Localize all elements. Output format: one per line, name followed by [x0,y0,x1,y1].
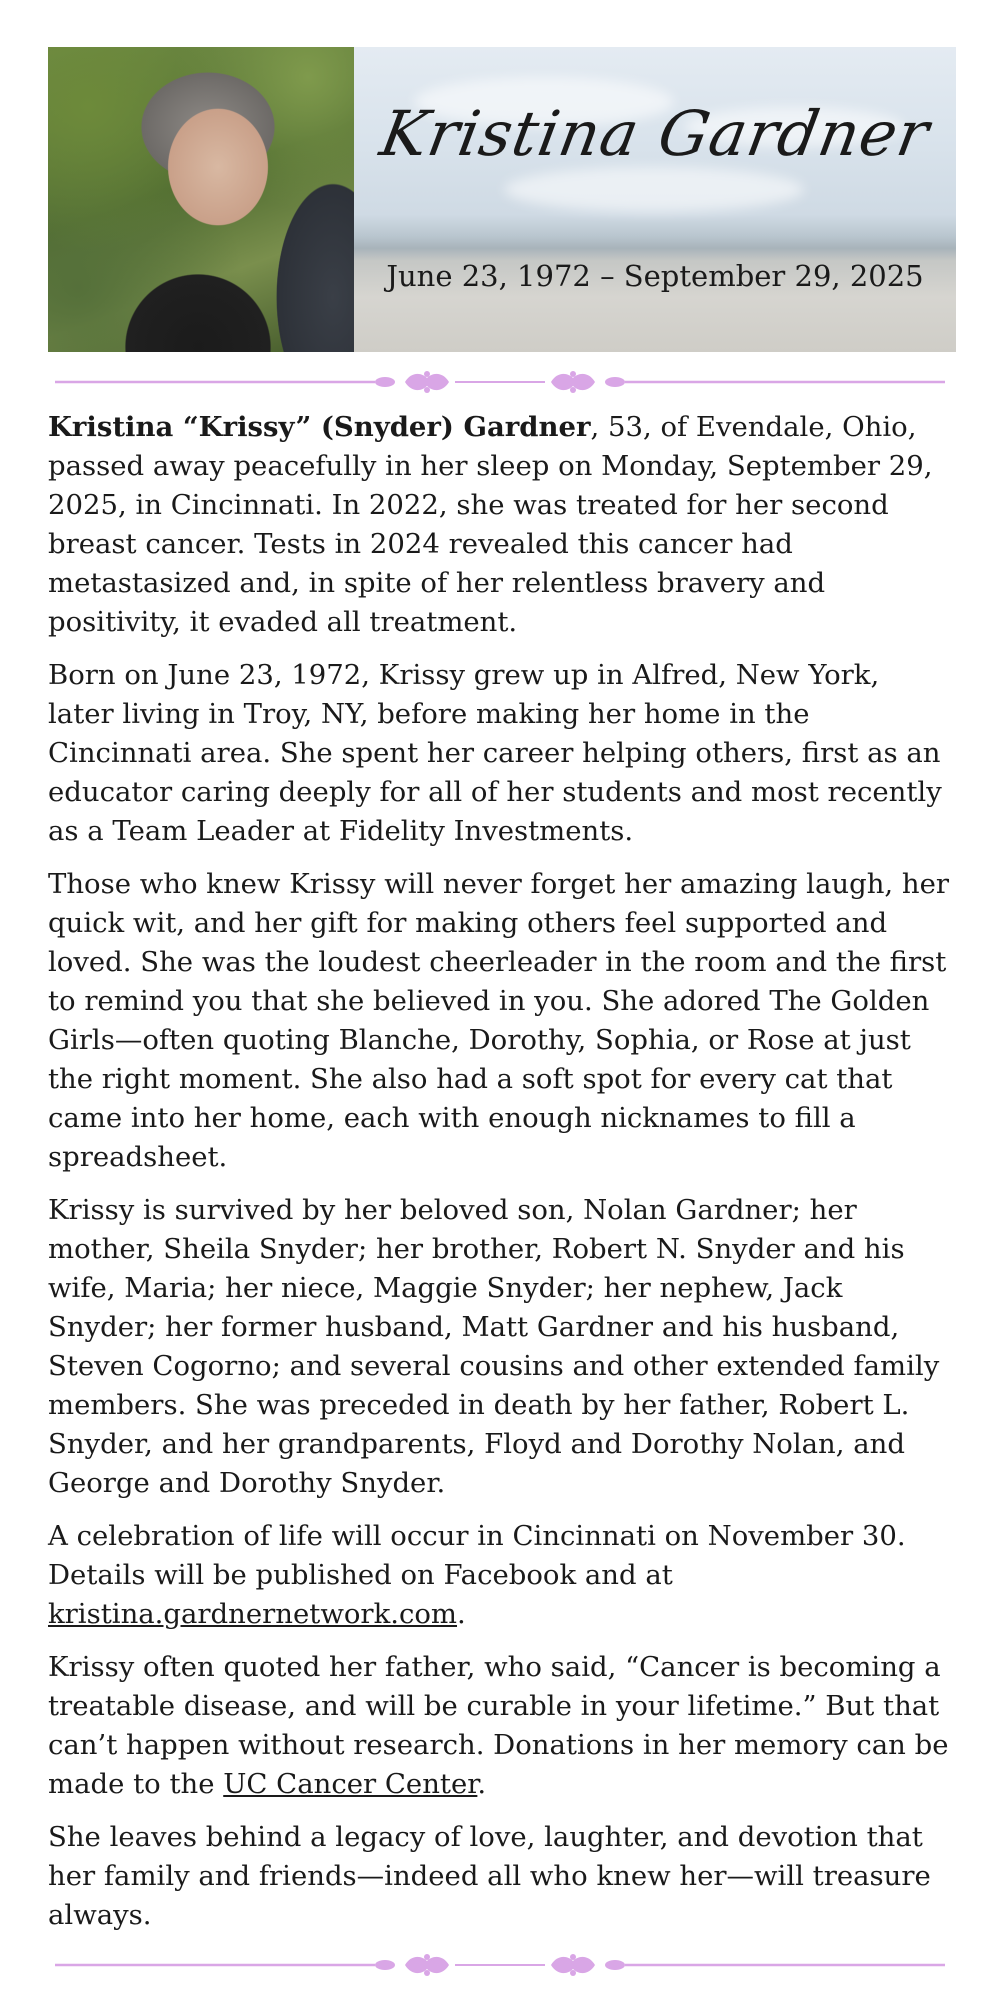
uc-cancer-center-link[interactable]: UC Cancer Center [223,1768,478,1800]
paragraph-legacy: She leaves behind a legacy of love, laughter, and devotion that her family and friends—indeed all who knew her—will treasure always. [48,1821,931,1931]
paragraph-biography: Born on June 23, 1972, Krissy grew up in Alfred, New York, later living in Troy, NY, before making her home in the Cincinnati area. She spent her career helping others, first as an educator caring deeply for all of her students and most recently as a Team Leader at Fidelity Investments. [48,659,942,847]
portrait-photo [48,47,354,352]
obituary-text [48,408,952,1949]
ornamental-divider-bottom [55,1953,945,1977]
full-name-bold: Kristina “Krissy” (Snyder) Gardner [48,411,591,443]
life-dates: June 23, 1972 – September 29, 2025 [386,259,924,293]
family-website-link[interactable]: kristina.gardnernetwork.com [48,1598,458,1630]
deceased-name: Kristina Gardner [375,97,935,170]
paragraph-survivors: Krissy is survived by her beloved son, Nolan Gardner; her mother, Sheila Snyder; her brother, Robert N. Snyder and his wife, Maria; her niece, Maggie Snyder; her nephew, Jack Snyder; her former husband, Matt Gardner and his husband, Steven Cogorno; and several cousins and other extended family members. She was preceded in death by her father, Robert L. Snyder, and her grandparents, Floyd and Dorothy Nolan, and George and Dorothy Snyder. [48,1194,940,1499]
paragraph-donations: Krissy often quoted her father, who said, “Cancer is becoming a treatable disease, and will be curable in your lifetime.” But that can’t happen without research. Donations in her memory can be made to the UC Cancer Center. [48,1651,949,1800]
paragraph-celebration: A celebration of life will occur in Cincinnati on November 30. Details will be published on Facebook and at kristina.gardnernetwork.com. [48,1520,906,1630]
beach-background [354,47,956,352]
paragraph-personality: Those who knew Krissy will never forget her amazing laugh, her quick wit, and her gift for making others feel supported and loved. She was the loudest cheerleader in the room and the first to remind you that she believed in you. She adored The Golden Girls—often quoting Blanche, Dorothy, Sophia, or Rose at just the right moment. She also had a soft spot for every cat that came into her home, each with enough nicknames to fill a spreadsheet. [48,868,950,1173]
header-banner [48,47,956,352]
paragraph-intro: Kristina “Krissy” (Snyder) Gardner, 53, of Evendale, Ohio, passed away peacefully in her sleep on Monday, September 29, 2025, in Cincinnati. In 2022, she was treated for her second breast cancer. Tests in 2024 revealed this cancer had metastasized and, in spite of her relentless bravery and positivity, it evaded all treatment. [48,411,933,638]
ornamental-divider-top [55,370,945,394]
